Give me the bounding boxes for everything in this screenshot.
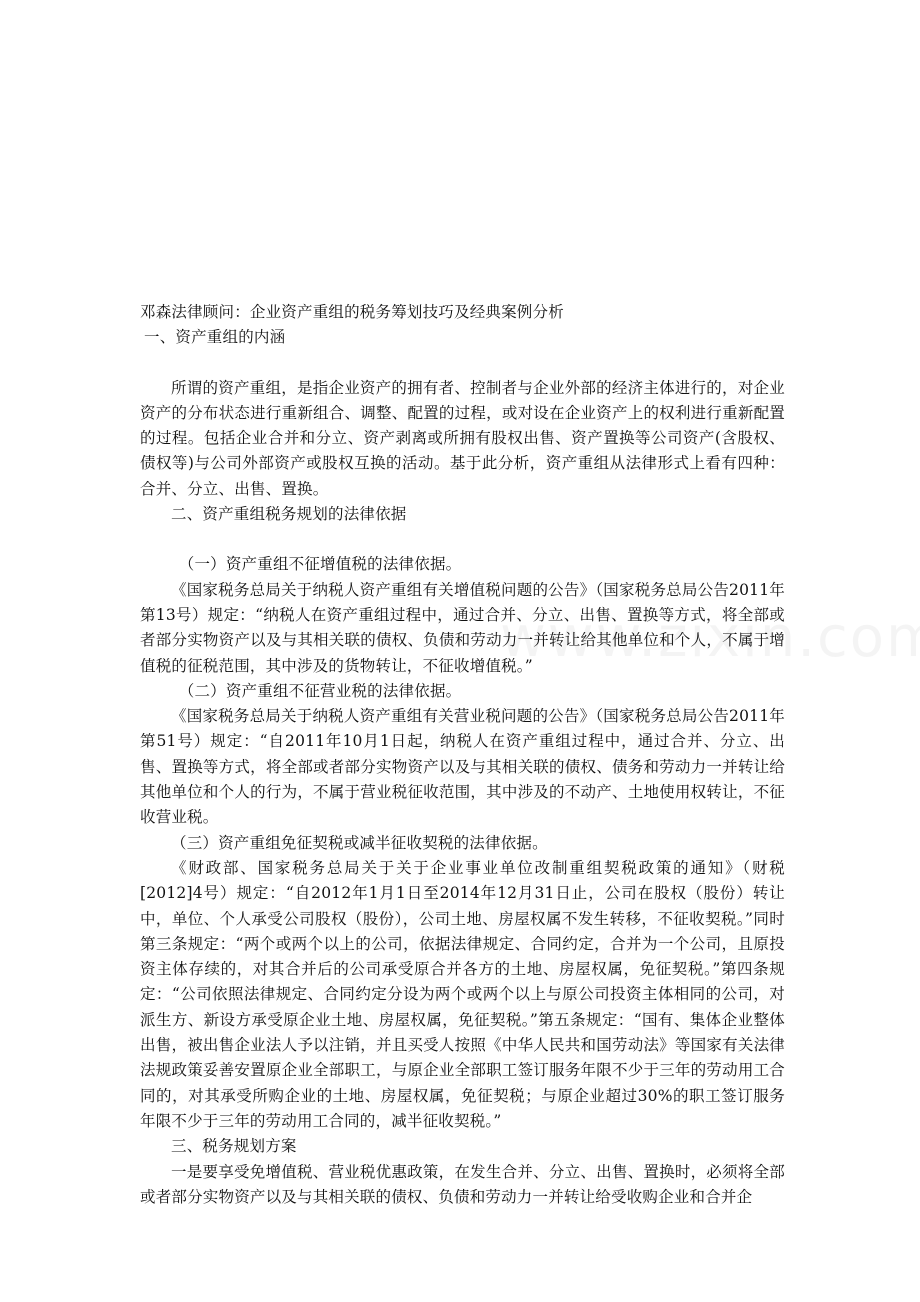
subsection-2-paragraph: 《国家税务总局关于纳税人资产重组有关营业税问题的公告》（国家税务总局公告2011年第51号）规定：“自2011年10月1日起，纳税人在资产重组过程中，通过合并、分立、出售、置换等方式，将全部或者部分实物资产以及与其相关联的债权、债务和劳动力一并转让给其他单位和个人的行为，不属于营业税征收范围，其中涉及的不动产、土地使用权转让，不征收营业税。 bbox=[140, 707, 785, 827]
section-heading-3: 三、税务规划方案 bbox=[171, 1137, 297, 1156]
spacer bbox=[140, 351, 785, 376]
spacer bbox=[140, 527, 785, 552]
section-heading-1: 一、资产重组的内涵 bbox=[144, 328, 286, 347]
document-body bbox=[140, 300, 785, 1210]
section-3-paragraph: 一是要享受免增值税、营业税优惠政策，在发生合并、分立、出售、置换时，必须将全部或者部分实物资产以及与其相关联的债权、负债和劳动力一并转让给受收购企业和合并企 bbox=[140, 1162, 785, 1206]
section-1-paragraph: 所谓的资产重组，是指企业资产的拥有者、控制者与企业外部的经济主体进行的，对企业资产的分布状态进行重新组合、调整、配置的过程，或对设在企业资产上的权利进行重新配置的过程。包括企业合并和分立、资产剥离或所拥有股权出售、资产置换等公司资产(含股权、债权等)与公司外部资产或股权互换的活动。基于此分析，资产重组从法律形式上看有四种：合并、分立、出售、置换。 bbox=[140, 378, 785, 498]
subsection-heading-3: （三）资产重组免征契税或减半征收契税的法律依据。 bbox=[171, 833, 548, 852]
subsection-heading-1: （一）资产重组不征增值税的法律依据。 bbox=[178, 555, 462, 574]
subsection-3-paragraph: 《财政部、国家税务总局关于关于企业事业单位改制重组契税政策的通知》（财税[2012]4号）规定：“自2012年1月1日至2014年12月31日止，公司在股权（股份）转让中，单位、个人承受公司股权（股份），公司土地、房屋权属不发生转移，不征收契税。”同时第三条规定：“两个或两个以上的公司，依据法律规定、合同约定，合并为一个公司，且原投资主体存续的，对其合并后的公司承受原合并各方的土地、房屋权属，免征契税。”第四条规定：“公司依照法律规定、合同约定分设为两个或两个以上与原公司投资主体相同的公司，对派生方、新设方承受原企业土地、房屋权属，免征契税。”第五条规定：“国有、集体企业整体出售，被出售企业法人予以注销，并且买受人按照《中华人民共和国劳动法》等国家有关法律法规政策妥善安置原企业全部职工，与原企业全部职工签订服务年限不少于三年的劳动用工合同的，对其承受所购企业的土地、房屋权属，免征契税；与原企业超过30%的职工签订服务年限不少于三年的劳动用工合同的，减半征收契税。” bbox=[140, 858, 785, 1130]
subsection-heading-2: （二）资产重组不征营业税的法律依据。 bbox=[178, 681, 462, 700]
section-heading-2: 二、资产重组税务规划的法律依据 bbox=[171, 505, 407, 524]
document-title: 邓森法律顾问：企业资产重组的税务筹划技巧及经典案例分析 bbox=[140, 303, 564, 321]
subsection-1-paragraph: 《国家税务总局关于纳税人资产重组有关增值税问题的公告》（国家税务总局公告2011年第13号）规定：“纳税人在资产重组过程中，通过合并、分立、出售、置换等方式，将全部或者部分实物资产以及与其相关联的债权、负债和劳动力一并转让给其他单位和个人，不属于增值税的征税范围，其中涉及的货物转让，不征收增值税。” bbox=[140, 580, 785, 675]
